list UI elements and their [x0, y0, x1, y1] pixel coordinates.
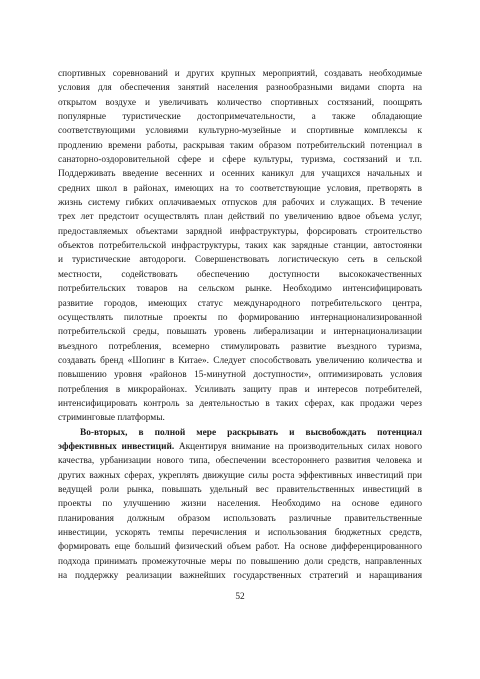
paragraph-1-line: открытом воздухе и увеличивать количество спортивных состязаний, поощрять [58, 97, 422, 108]
paragraph-1-line: предоставляемых объектами зарядной инфраструктуры, форсировать строительство [58, 226, 422, 237]
paragraph-2-line: инвестиции, ускорять темпы перечисления и использования бюджетных средств, [58, 528, 422, 538]
body-text [58, 67, 422, 583]
paragraph-2-line: проекты по улучшению жизни населения. Необходимо на основе единого [58, 499, 422, 510]
paragraph-1-line: местности, содействовать обеспечению доступности высококачественных [58, 269, 422, 280]
paragraph-2-line: качества, урбанизации нового типа, обеспечении всестороннего развития человека и [58, 456, 422, 467]
paragraph-2-line: подхода принимать промежуточные меры по повышению доли средств, направленных [58, 556, 422, 567]
paragraph-1-line: въездного потребления, всемерно стимулировать развитие въездного туризма, [58, 341, 422, 352]
paragraph-1-line: и туристические автодороги. Совершенствовать логистическую сеть в сельской [58, 255, 422, 266]
paragraph-1-line: популярные туристические достопримечательности, а также обладающие [58, 112, 422, 123]
paragraph-1-line: трех лет предстоит осуществлять план действий по увеличению вдвое объема услуг, [58, 212, 422, 223]
paragraph-1-line: условия для обеспечения занятий населения разнообразными видами спорта на [58, 83, 422, 94]
paragraph-2-line: ведущей роли рынка, повышать удельный вес правительственных инвестиций в [58, 484, 422, 495]
paragraph-1 [58, 67, 422, 426]
paragraph-2-lead-bold: Во-вторых, в полной мере раскрывать и высвобождать потенциал [80, 427, 422, 438]
paragraph-2-lead-bold-end: эффективных инвестиций. [58, 441, 175, 452]
paragraph-1-line: интенсифицировать контроль за деятельностью в таких сферах, как продажи через [58, 398, 422, 409]
paragraph-1-line: потребительских товаров на сельском рынке. Необходимо интенсифицировать [58, 284, 422, 295]
paragraph-1-line: потребления в микрорайонах. Усиливать защиту прав и интересов потребителей, [58, 384, 422, 395]
paragraph-1-line: объектов потребительской инфраструктуры, таких как зарядные станции, автостоянки [58, 241, 422, 252]
paragraph-1-line: создавать бренд «Шопинг в Китае». Следует способствовать увеличению количества и [58, 355, 422, 366]
paragraph-2-line-2 [58, 440, 422, 454]
paragraph-2-line: формировать еще больший физический объем работ. На основе дифференцированного [58, 542, 422, 553]
paragraph-2-line: других важных сферах, укреплять движущие силы роста эффективных инвестиций при [58, 470, 422, 481]
paragraph-1-line: соответствующими условиями культурно-музейные и спортивные комплексы к [58, 126, 422, 137]
paragraph-1-line: потребительской среды, повышать уровень либерализации и интернационализации [58, 327, 422, 338]
paragraph-1-line: стриминговые платформы. [58, 413, 165, 424]
paragraph-2 [58, 426, 422, 584]
paragraph-1-line: осуществлять пилотные проекты по формированию интернационализированной [58, 312, 422, 323]
paragraph-1-line: продлению времени работы, раскрывая таким образом потребительский потенциал в [58, 140, 422, 151]
page-number: 52 [235, 592, 245, 602]
paragraph-1-line: жизнь систему гибких оплачиваемых отпусков для рабочих и служащих. В течение [58, 198, 422, 209]
paragraph-1-line: повышению уровня «районов 15-минутной доступности», оптимизировать условия [58, 370, 422, 381]
paragraph-2-line: планирования должным образом использовать различные правительственные [58, 513, 422, 524]
paragraph-1-line: спортивных соревнований и других крупных мероприятий, создавать необходимые [58, 69, 422, 79]
paragraph-2-line-1 [58, 426, 422, 440]
paragraph-1-line: санаторно-оздоровительной сфере и сфере культуры, туризма, состязаний и т.п. [58, 155, 422, 166]
paragraph-2-line-2-rest: Акцентируя внимание на производительных силах нового [174, 441, 422, 452]
paragraph-1-line: развитие городов, имеющих статус международного потребительского центра, [58, 298, 422, 309]
paragraph-1-line: Поддерживать введение весенних и осенних каникул для учащихся начальных и [58, 169, 422, 180]
paragraph-1-line: средних школ в районах, имеющих на то соответствующие условия, претворять в [58, 183, 422, 194]
paragraph-2-line: на поддержку реализации важнейших государственных стратегий и наращивания [58, 571, 422, 582]
